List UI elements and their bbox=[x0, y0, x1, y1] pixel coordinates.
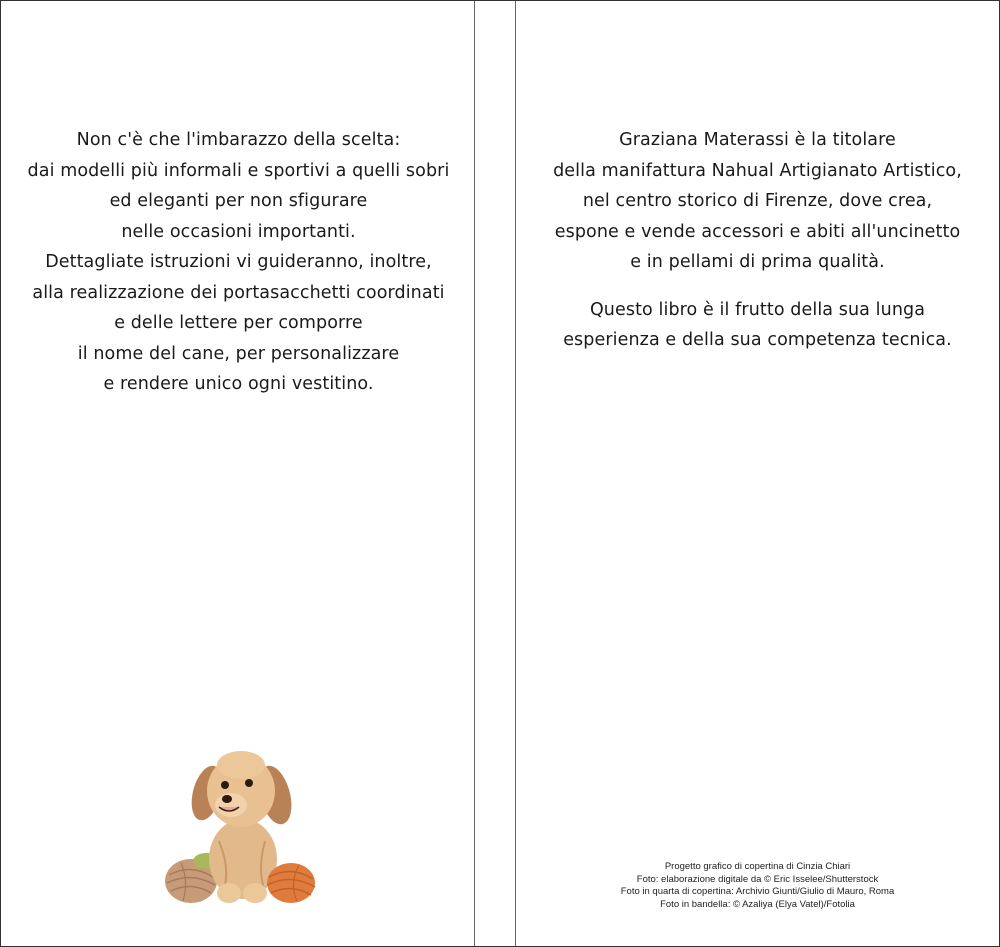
blurb-line: dai modelli più informali e sportivi a quelli sobri bbox=[27, 160, 450, 181]
author-bio bbox=[516, 125, 999, 356]
credit-line: Progetto grafico di copertina di Cinzia Chiari bbox=[664, 861, 851, 872]
left-flap-page bbox=[1, 1, 474, 946]
bio-line: e in pellami di prima qualità. bbox=[630, 252, 885, 272]
blurb-line: alla realizzazione dei portasacchetti coordinati bbox=[32, 282, 445, 303]
yarn-ball-right-icon bbox=[267, 863, 315, 903]
credit-line: Foto in bandella: © Azaliya (Elya Vatel)/Fotolia bbox=[660, 898, 855, 910]
credit-line: Foto in quarta di copertina: Archivio Giunti/Giulio di Mauro, Roma bbox=[620, 886, 895, 897]
blurb-line: il nome del cane, per personalizzare bbox=[77, 343, 400, 364]
credit-line: Foto: elaborazione digitale da © Eric Isselee/Shutterstock bbox=[636, 873, 879, 885]
bio-line: espone e vende accessori e abiti all'uncinetto bbox=[554, 221, 961, 242]
book-spine-gutter bbox=[474, 1, 516, 946]
bio-line: Questo libro è il frutto della sua lunga bbox=[589, 299, 926, 320]
photo-credits bbox=[516, 861, 999, 911]
bio-line: nel centro storico di Firenze, dove crea, bbox=[582, 191, 933, 211]
blurb-line: e rendere unico ogni vestitino. bbox=[103, 374, 374, 394]
bio-line: esperienza e della sua competenza tecnica. bbox=[563, 330, 952, 350]
bio-paragraph-2 bbox=[516, 295, 999, 356]
right-flap-page bbox=[516, 1, 999, 946]
blurb-line: Dettagliate istruzioni vi guideranno, inoltre, bbox=[45, 252, 432, 272]
bio-line: della manifattura Nahual Artigianato Artistico, bbox=[553, 160, 962, 181]
blurb-line: ed eleganti per non sfigurare bbox=[109, 191, 368, 211]
bio-line: Graziana Materassi è la titolare bbox=[619, 130, 896, 150]
blurb-line: nelle occasioni importanti. bbox=[121, 221, 356, 242]
blurb-line: e delle lettere per comporre bbox=[114, 313, 363, 333]
blurb-line: Non c'è che l'imbarazzo della scelta: bbox=[76, 130, 401, 150]
left-blurb bbox=[3, 125, 474, 400]
dog-with-yarn-icon bbox=[161, 741, 321, 911]
